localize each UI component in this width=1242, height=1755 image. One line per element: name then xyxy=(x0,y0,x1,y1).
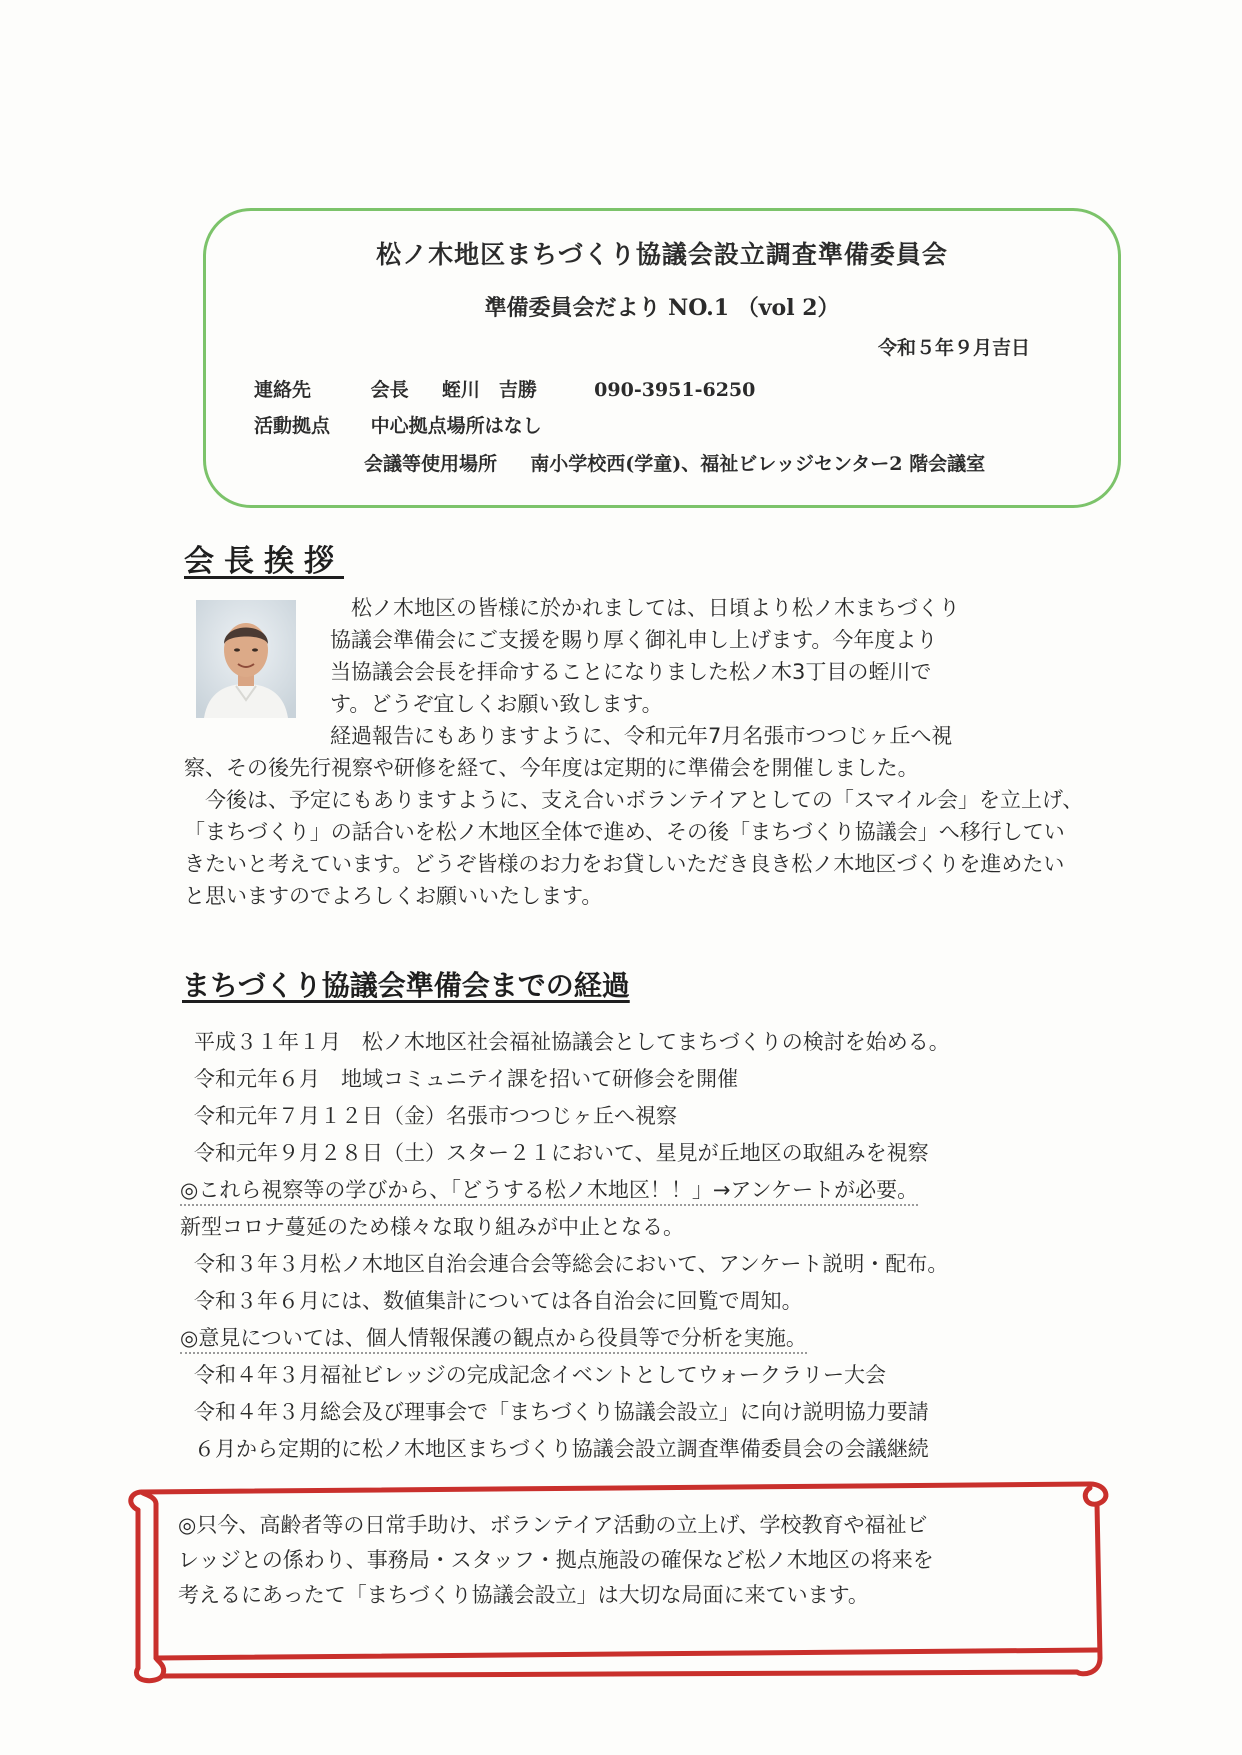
venue-row xyxy=(364,449,985,476)
greeting-line-3: 当協議会会長を拝命することになりました松ノ木3丁目の蛭川で xyxy=(330,660,932,684)
timeline-item: 平成３１年１月 松ノ木地区社会福祉協議会としてまちづくりの検討を始める。 xyxy=(194,1030,950,1054)
timeline-note: ◎意見については、個人情報保護の観点から役員等で分析を実施。 xyxy=(180,1320,1080,1357)
history-heading: まちづくり協議会準備会までの経過 xyxy=(182,969,630,1002)
base-row xyxy=(254,411,542,438)
contact-label: 連絡先 xyxy=(254,379,312,401)
header-box xyxy=(203,208,1121,508)
newsletter-date: 令和５年９月吉日 xyxy=(877,337,1030,359)
contact-role: 会長 xyxy=(370,379,409,401)
timeline-item: 新型コロナ蔓延のため様々な取り組みが中止となる。 xyxy=(180,1215,684,1239)
timeline-item: 令和３年３月松ノ木地区自治会連合会等総会において、アンケート説明・配布。 xyxy=(194,1252,949,1276)
timeline-note: ◎これら視察等の学びから、「どうする松ノ木地区！！」→アンケートが必要。 xyxy=(180,1172,1080,1209)
greeting-line-1: 松ノ木地区の皆様に於かれましては、日頃より松ノ木まちづくり xyxy=(351,596,960,620)
timeline-item: 令和４年３月福祉ビレッジの完成記念イベントとしてウォークラリー大会 xyxy=(194,1363,886,1387)
conclusion-line-2: レッジとの係わり、事務局・スタッフ・拠点施設の確保など松ノ木地区の将来を xyxy=(178,1548,934,1572)
timeline-item: 令和元年６月 地域コミュニテイ課を招いて研修会を開催 xyxy=(194,1067,739,1091)
greeting-line-2: 協議会準備会にご支援を賜り厚く御礼申し上げます。今年度より xyxy=(330,628,938,652)
venue-label: 会議等使用場所 xyxy=(364,453,498,475)
history-timeline xyxy=(180,1024,1080,1468)
greeting-heading: 会長挨拶 xyxy=(184,544,344,579)
conclusion-text xyxy=(178,1508,1068,1613)
base-value: 中心拠点場所はなし xyxy=(370,415,542,437)
greeting-paragraph-2: 今後は、予定にもありますように、支え合いボランテイアとしての「スマイル会」を立上げ、「まちづくり」の話合いを松ノ木地区全体で進め、その後「まちづくり協議会」へ移行していきたいと考えています。どうぞ皆様のお力をお貸しいただき良き松ノ木地区づくりを進めたいと思いますのでよろしくお願いいたします。 xyxy=(184,788,1084,908)
timeline-item: 令和３年６月には、数値集計については各自治会に回覧で周知。 xyxy=(194,1289,803,1313)
greeting-line-5: 経過報告にもありますように、令和元年7月名張市つつじヶ丘へ視 xyxy=(330,724,953,748)
greeting-line-6: 察、その後先行視察や研修を経て、今年度は定期的に準備会を開催しました。 xyxy=(184,756,919,780)
conclusion-line-3: 考えるにあったて「まちづくり協議会設立」は大切な局面に来ています。 xyxy=(178,1583,869,1607)
org-title: 松ノ木地区まちづくり協議会設立調査準備委員会 xyxy=(376,240,948,269)
newsletter-title: 準備委員会だより NO.1 （vol 2） xyxy=(484,295,840,321)
contact-name: 蛭川 吉勝 xyxy=(441,379,537,401)
contact-row xyxy=(254,375,755,402)
timeline-item: ６月から定期的に松ノ木地区まちづくり協議会設立調査準備委員会の会議継続 xyxy=(194,1437,929,1461)
timeline-item: 令和元年７月１２日（金）名張市つつじヶ丘へ視察 xyxy=(194,1104,677,1128)
greeting-text xyxy=(184,592,1084,912)
base-label: 活動拠点 xyxy=(254,415,331,437)
greeting-line-4: す。どうぞ宜しくお願い致します。 xyxy=(330,692,663,716)
contact-phone: 090-3951-6250 xyxy=(594,379,756,401)
conclusion-line-1: ◎只今、高齢者等の日常手助け、ボランテイア活動の立上げ、学校教育や福祉ビ xyxy=(178,1513,928,1537)
venue-value: 南小学校西(学童)、福祉ビレッジセンター2 階会議室 xyxy=(530,453,986,475)
timeline-item: 令和４年３月総会及び理事会で「まちづくり協議会設立」に向け説明協力要請 xyxy=(194,1400,929,1424)
timeline-item: 令和元年９月２８日（土）スター２１において、星見が丘地区の取組みを視察 xyxy=(194,1141,929,1165)
